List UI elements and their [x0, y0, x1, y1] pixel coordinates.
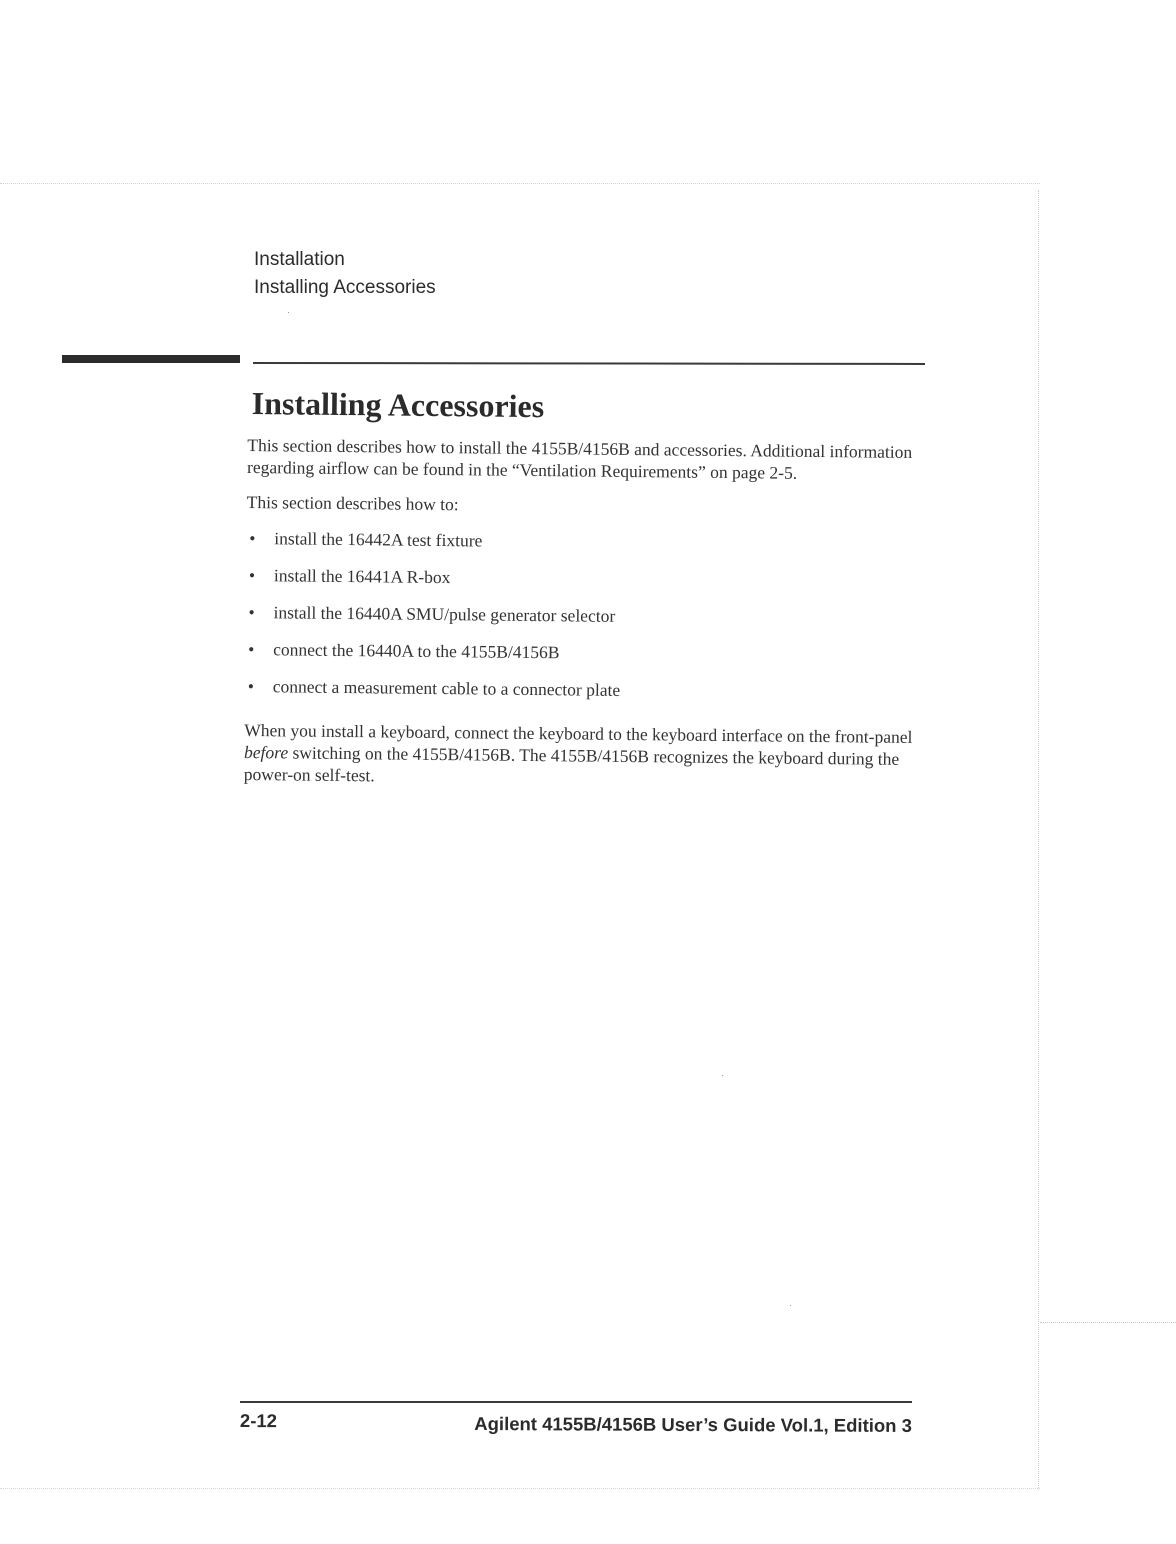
scan-speck — [722, 1075, 723, 1076]
keyboard-note-emphasis: before — [243, 741, 289, 763]
list-item-text: install the 16442A test fixture — [274, 528, 483, 551]
bullet-icon: • — [248, 639, 255, 660]
list-item — [245, 638, 917, 667]
footer-rule — [240, 1401, 912, 1403]
scan-border-top — [0, 183, 1040, 184]
running-head — [254, 246, 436, 302]
keyboard-note — [244, 719, 917, 792]
bullet-icon: • — [247, 676, 255, 697]
scan-speck — [790, 1305, 791, 1306]
bullet-icon: • — [248, 565, 256, 586]
intro-paragraph — [247, 434, 919, 485]
running-head-chapter: Installation — [254, 249, 345, 270]
bullet-icon: • — [248, 602, 255, 623]
list-item-text: connect a measurement cable to a connector plate — [272, 676, 621, 700]
section-rule — [253, 362, 925, 365]
bullet-icon: • — [249, 528, 256, 549]
chapter-tab-bar — [62, 355, 240, 363]
page-body — [244, 380, 920, 792]
list-item-text: install the 16441A R-box — [273, 565, 451, 588]
list-item-text: connect the 16440A to the 4155B/4156B — [273, 639, 560, 663]
list-item-text: install the 16440A SMU/pulse generator selector — [273, 602, 616, 626]
intro-text-end: . — [792, 462, 798, 483]
scan-border-right — [1038, 190, 1039, 1490]
list-item — [245, 675, 917, 704]
intro-text: This section describes how to install the 4155B/4156B and accessories. Additional information regarding airflow can be found in the — [246, 434, 913, 480]
scan-border-right-tick — [1040, 1322, 1176, 1323]
list-item — [245, 601, 917, 630]
task-list — [245, 527, 919, 704]
scan-speck — [288, 312, 289, 313]
list-item — [246, 527, 918, 556]
section-heading: Installing Accessories — [251, 385, 545, 425]
keyboard-note-text: When you install a keyboard, connect the keyboard to the keyboard interface on the front-panel — [244, 719, 913, 747]
ventilation-link[interactable]: “Ventilation Requirements” on page 2-5 — [511, 459, 793, 483]
running-head-section: Installing Accessories — [254, 277, 436, 298]
book-title: Agilent 4155B/4156B User’s Guide Vol.1, Edition 3 — [474, 1413, 912, 1436]
scan-border-bottom — [0, 1488, 1040, 1489]
page-number: 2-12 — [239, 1410, 278, 1432]
page-footer — [239, 1409, 912, 1436]
keyboard-note-text-end: switching on the 4155B/4156B. The 4155B/4156B recognizes the keyboard during the power-on self-test. — [243, 742, 900, 786]
lead-in-paragraph: This section describes how to: — [246, 491, 459, 515]
list-item — [246, 564, 918, 593]
